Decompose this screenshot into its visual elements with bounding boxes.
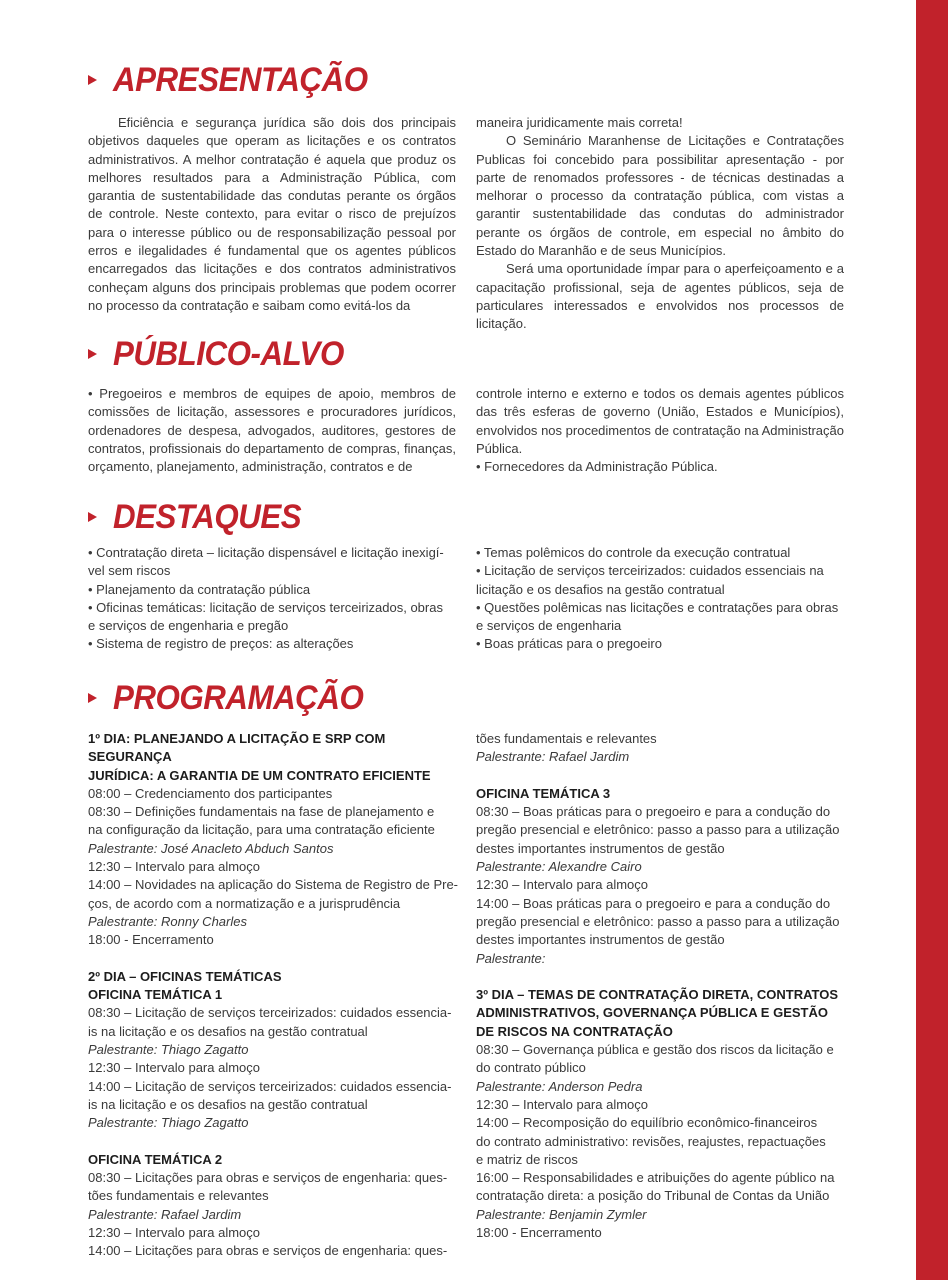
destaques-left-list — [88, 544, 456, 654]
speaker-line: Palestrante: Thiago Zagatto — [88, 1115, 249, 1131]
schedule-line: 14:00 – Boas práticas para o pregoeiro e para a condução do — [476, 895, 831, 911]
schedule-line: 08:30 – Boas práticas para o pregoeiro e para a condução do — [476, 804, 831, 820]
schedule-heading: 3º DIA – TEMAS DE CONTRATAÇÃO DIRETA, CONTRATOS — [476, 987, 839, 1003]
publico-alvo-left-column — [88, 385, 456, 476]
schedule-line: 14:00 – Recomposição do equilíbrio econômico-financeiros — [476, 1115, 818, 1131]
schedule-heading: JURÍDICA: A GARANTIA DE UM CONTRATO EFICIENTE — [88, 767, 431, 783]
schedule-line: do contrato administrativo: revisões, reajustes, repactuações — [476, 1133, 826, 1149]
section-heading-destaques — [88, 494, 318, 540]
schedule-line: tões fundamentais e relevantes — [476, 731, 657, 746]
apresentacao-continuation: maneira juridicamente mais correta! — [476, 115, 683, 130]
schedule-line: e matriz de riscos — [476, 1151, 578, 1167]
schedule-line: ços, de acordo com a normatização e a jurisprudência — [88, 895, 401, 911]
apresentacao-left-column — [88, 114, 456, 315]
schedule-line: 12:30 – Intervalo para almoço — [88, 1225, 260, 1241]
publico-alvo-bullet: • Fornecedores da Administração Pública. — [476, 459, 718, 475]
speaker-line: Palestrante: Alexandre Cairo — [476, 859, 642, 875]
schedule-heading: OFICINA TEMÁTICA 1 — [88, 987, 223, 1003]
spacer — [88, 1133, 456, 1151]
triangle-bullet-icon — [88, 512, 97, 522]
schedule-line: na configuração da licitação, para uma contratação eficiente — [88, 822, 435, 838]
publico-alvo-right-column — [476, 385, 844, 476]
spacer — [476, 968, 844, 986]
section-heading-apresentacao — [88, 57, 390, 103]
section-title: PROGRAMAÇÃO — [113, 678, 364, 717]
schedule-line: 08:00 – Credenciamento dos participantes — [88, 785, 333, 801]
triangle-bullet-icon — [88, 75, 97, 85]
list-item: • Licitação de serviços terceirizados: cuidados essenciais na — [476, 563, 824, 579]
schedule-line: is na licitação e os desafios na gestão contratual — [88, 1096, 368, 1112]
schedule-heading: OFICINA TEMÁTICA 2 — [88, 1151, 223, 1167]
list-item: • Oficinas temáticas: licitação de serviços terceirizados, obras — [88, 599, 443, 615]
side-accent-bar — [916, 0, 948, 1280]
speaker-line: Palestrante: Rafael Jardim — [476, 749, 630, 765]
speaker-line: Palestrante: José Anacleto Abduch Santos — [88, 840, 334, 856]
list-item: • Planejamento da contratação pública — [88, 581, 311, 597]
schedule-line: 12:30 – Intervalo para almoço — [476, 1096, 648, 1112]
speaker-line: Palestrante: Anderson Pedra — [476, 1078, 643, 1094]
schedule-line: 14:00 – Licitação de serviços terceirizados: cuidados essencia- — [88, 1078, 452, 1094]
schedule-line: pregão presencial e eletrônico: passo a passo para a utilização — [476, 822, 840, 838]
schedule-line: is na licitação e os desafios na gestão contratual — [88, 1023, 368, 1039]
schedule-line: 18:00 - Encerramento — [88, 932, 214, 948]
schedule-heading: ADMINISTRATIVOS, GOVERNANÇA PÚBLICA E GESTÃO — [476, 1005, 828, 1021]
list-item: • Sistema de registro de preços: as alterações — [88, 636, 354, 652]
speaker-line: Palestrante: Rafael Jardim — [88, 1206, 242, 1222]
schedule-line: 12:30 – Intervalo para almoço — [476, 877, 648, 893]
schedule-line: 08:30 – Licitações para obras e serviços de engenharia: ques- — [88, 1170, 448, 1186]
section-title: PÚBLICO-ALVO — [113, 334, 344, 373]
publico-alvo-text: controle interno e externo e todos os demais agentes públicos das três esferas de governo (União, Estados e Municípios), envolvidos nos procedimentos de contratação na Administração Pública. — [476, 386, 844, 456]
list-item: vel sem riscos — [88, 563, 171, 579]
schedule-line: 16:00 – Responsabilidades e atribuições do agente público na — [476, 1170, 835, 1186]
schedule-line: destes importantes instrumentos de gestão — [476, 932, 725, 948]
schedule-line: pregão presencial e eletrônico: passo a passo para a utilização — [476, 913, 840, 929]
speaker-line: Palestrante: — [476, 950, 546, 966]
triangle-bullet-icon — [88, 693, 97, 703]
destaques-right-list — [476, 544, 844, 654]
apresentacao-paragraph: Será uma oportunidade ímpar para o aperfeiçoamento e a capacitação profissional, seja de agentes públicos, seja de particulares interessados e envolvidos nos processos de licitação. — [476, 261, 844, 332]
schedule-line: 08:30 – Governança pública e gestão dos riscos da licitação e — [476, 1042, 834, 1058]
apresentacao-paragraph: O Seminário Maranhense de Licitações e Contratações Publicas foi concebido para possibilitar apresentação - por parte de renomados professores - de técnicas destinadas a melhorar o processo da contratação pública, com vistas a garantir sustentabilidade das condutas do administrador perante os órgãos de controle, em especial no âmbito do Estado do Maranhão e de seus Municípios. — [476, 133, 844, 259]
speaker-line: Palestrante: Benjamin Zymler — [476, 1206, 647, 1222]
list-item: e serviços de engenharia — [476, 618, 622, 634]
schedule-heading: 1º DIA: PLANEJANDO A LICITAÇÃO E SRP COM SEGURANÇA — [88, 731, 386, 765]
programacao-left-column — [88, 730, 456, 1261]
schedule-line: tões fundamentais e relevantes — [88, 1188, 269, 1204]
programacao-right-column — [476, 730, 844, 1242]
schedule-line: 08:30 – Licitação de serviços terceirizados: cuidados essencia- — [88, 1005, 452, 1021]
section-title: APRESENTAÇÃO — [113, 60, 368, 99]
schedule-line: 12:30 – Intervalo para almoço — [88, 859, 260, 875]
list-item: • Boas práticas para o pregoeiro — [476, 636, 662, 652]
schedule-line: 18:00 - Encerramento — [476, 1225, 602, 1241]
speaker-line: Palestrante: Ronny Charles — [88, 913, 247, 929]
schedule-line: destes importantes instrumentos de gestão — [476, 840, 725, 856]
schedule-line: do contrato público — [476, 1060, 586, 1076]
schedule-line: contratação direta: a posição do Tribunal de Contas da União — [476, 1188, 830, 1204]
apresentacao-paragraph: Eficiência e segurança jurídica são dois dos principais objetivos daqueles que operam as licitações e os contratos administrativos. A melhor contratação é aquela que produz os melhores resultados para a Administração Pública, com garantia de sustentabilidade das condutas perante os órgãos de controle. Neste contexto, para evitar o risco de prejuízos para o interesse público ou de responsabilização pessoal por erros e ilegalidades é fundamental que os agentes públicos encarregados das licitações e dos contratos administrativos conheçam alguns dos principais problemas que podem ocorrer no processo da contratação e saibam como evitá-los da — [88, 115, 456, 313]
list-item: licitação e os desafios na gestão contratual — [476, 581, 725, 597]
list-item: • Temas polêmicos do controle da execução contratual — [476, 545, 791, 560]
schedule-line: 08:30 – Definições fundamentais na fase de planejamento e — [88, 804, 435, 820]
schedule-heading: DE RISCOS NA CONTRATAÇÃO — [476, 1023, 673, 1039]
section-heading-publico-alvo — [88, 331, 364, 377]
list-item: • Questões polêmicas nas licitações e contratações para obras — [476, 599, 839, 615]
apresentacao-right-column — [476, 114, 844, 334]
list-item: • Contratação direta – licitação dispensável e licitação inexigí- — [88, 545, 444, 560]
publico-alvo-text: • Pregoeiros e membros de equipes de apoio, membros de comissões de licitação, assessores e procuradores jurídicos, ordenadores de despesa, advogados, auditores, gestores de contratos, profissionais do departamento de compras, finanças, orçamento, planejamento, administração, contratos e de — [88, 386, 456, 475]
spacer — [476, 767, 844, 785]
schedule-line: 14:00 – Licitações para obras e serviços de engenharia: ques- — [88, 1243, 448, 1259]
schedule-line: 14:00 – Novidades na aplicação do Sistema de Registro de Pre- — [88, 877, 458, 893]
schedule-heading: OFICINA TEMÁTICA 3 — [476, 785, 611, 801]
triangle-bullet-icon — [88, 349, 97, 359]
speaker-line: Palestrante: Thiago Zagatto — [88, 1042, 249, 1058]
section-title: DESTAQUES — [113, 497, 302, 536]
schedule-heading: 2º DIA – OFICINAS TEMÁTICAS — [88, 968, 282, 984]
section-heading-programacao — [88, 675, 385, 721]
schedule-line: 12:30 – Intervalo para almoço — [88, 1060, 260, 1076]
list-item: e serviços de engenharia e pregão — [88, 618, 289, 634]
spacer — [88, 950, 456, 968]
